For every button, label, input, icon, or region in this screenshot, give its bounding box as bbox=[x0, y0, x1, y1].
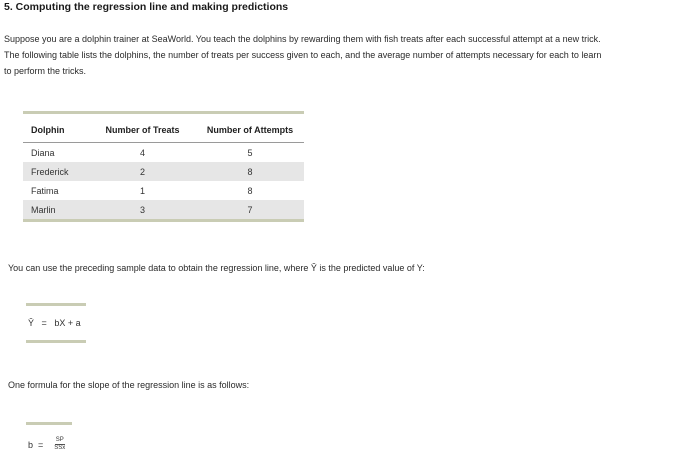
header-dolphin: Dolphin bbox=[23, 114, 89, 143]
cell-dolphin: Fatima bbox=[31, 185, 59, 196]
table-row bbox=[23, 200, 304, 219]
cell-treats: 1 bbox=[139, 185, 145, 196]
cell-treats: 4 bbox=[139, 147, 145, 158]
cell-dolphin: Diana bbox=[31, 147, 55, 158]
equation-rhs: bX + a bbox=[54, 318, 81, 328]
table-header-row bbox=[23, 114, 304, 143]
regression-sentence: You can use the preceding sample data to obtain the regression line, where Ŷ is the predicted value of Y: bbox=[8, 263, 425, 273]
intro-line: Suppose you are a dolphin trainer at SeaWorld. You teach the dolphins by rewarding them with fish treats after each successful attempt at a new trick. bbox=[4, 34, 601, 44]
cell-attempts: 5 bbox=[247, 147, 253, 158]
dolphin-data-table bbox=[23, 111, 304, 222]
equation-lhs: Ŷ bbox=[28, 318, 35, 328]
slope-equals: = bbox=[38, 439, 44, 450]
slope-sentence: One formula for the slope of the regression line is as follows: bbox=[8, 380, 250, 390]
cell-attempts: 8 bbox=[247, 185, 253, 196]
slope-numerator: SP bbox=[55, 437, 64, 443]
table-row bbox=[23, 143, 304, 163]
header-number-of-treats: Number of Treats bbox=[89, 114, 196, 143]
equation-equals: = bbox=[41, 318, 47, 328]
slope-denominator: SSx bbox=[54, 445, 66, 451]
question-title: 5. Computing the regression line and making predictions bbox=[4, 1, 289, 13]
cell-dolphin: Marlin bbox=[23, 200, 89, 219]
table-row bbox=[23, 162, 304, 181]
cell-attempts: 7 bbox=[196, 200, 304, 219]
intro-line: The following table lists the dolphins, the number of treats per success given to each, and the average number of attempts necessary for each to learn bbox=[4, 50, 602, 60]
cell-treats: 2 bbox=[89, 162, 196, 181]
slope-formula bbox=[28, 437, 65, 452]
slope-fraction bbox=[54, 437, 65, 452]
cell-attempts: 8 bbox=[196, 162, 304, 181]
table-row bbox=[23, 181, 304, 200]
intro-line: to perform the tricks. bbox=[4, 66, 87, 76]
slope-lhs: b bbox=[28, 439, 34, 450]
cell-treats: 3 bbox=[89, 200, 196, 219]
question-intro bbox=[4, 31, 696, 79]
regression-equation bbox=[28, 318, 81, 328]
cell-dolphin: Frederick bbox=[23, 162, 89, 181]
header-number-of-attempts: Number of Attempts bbox=[196, 114, 304, 143]
